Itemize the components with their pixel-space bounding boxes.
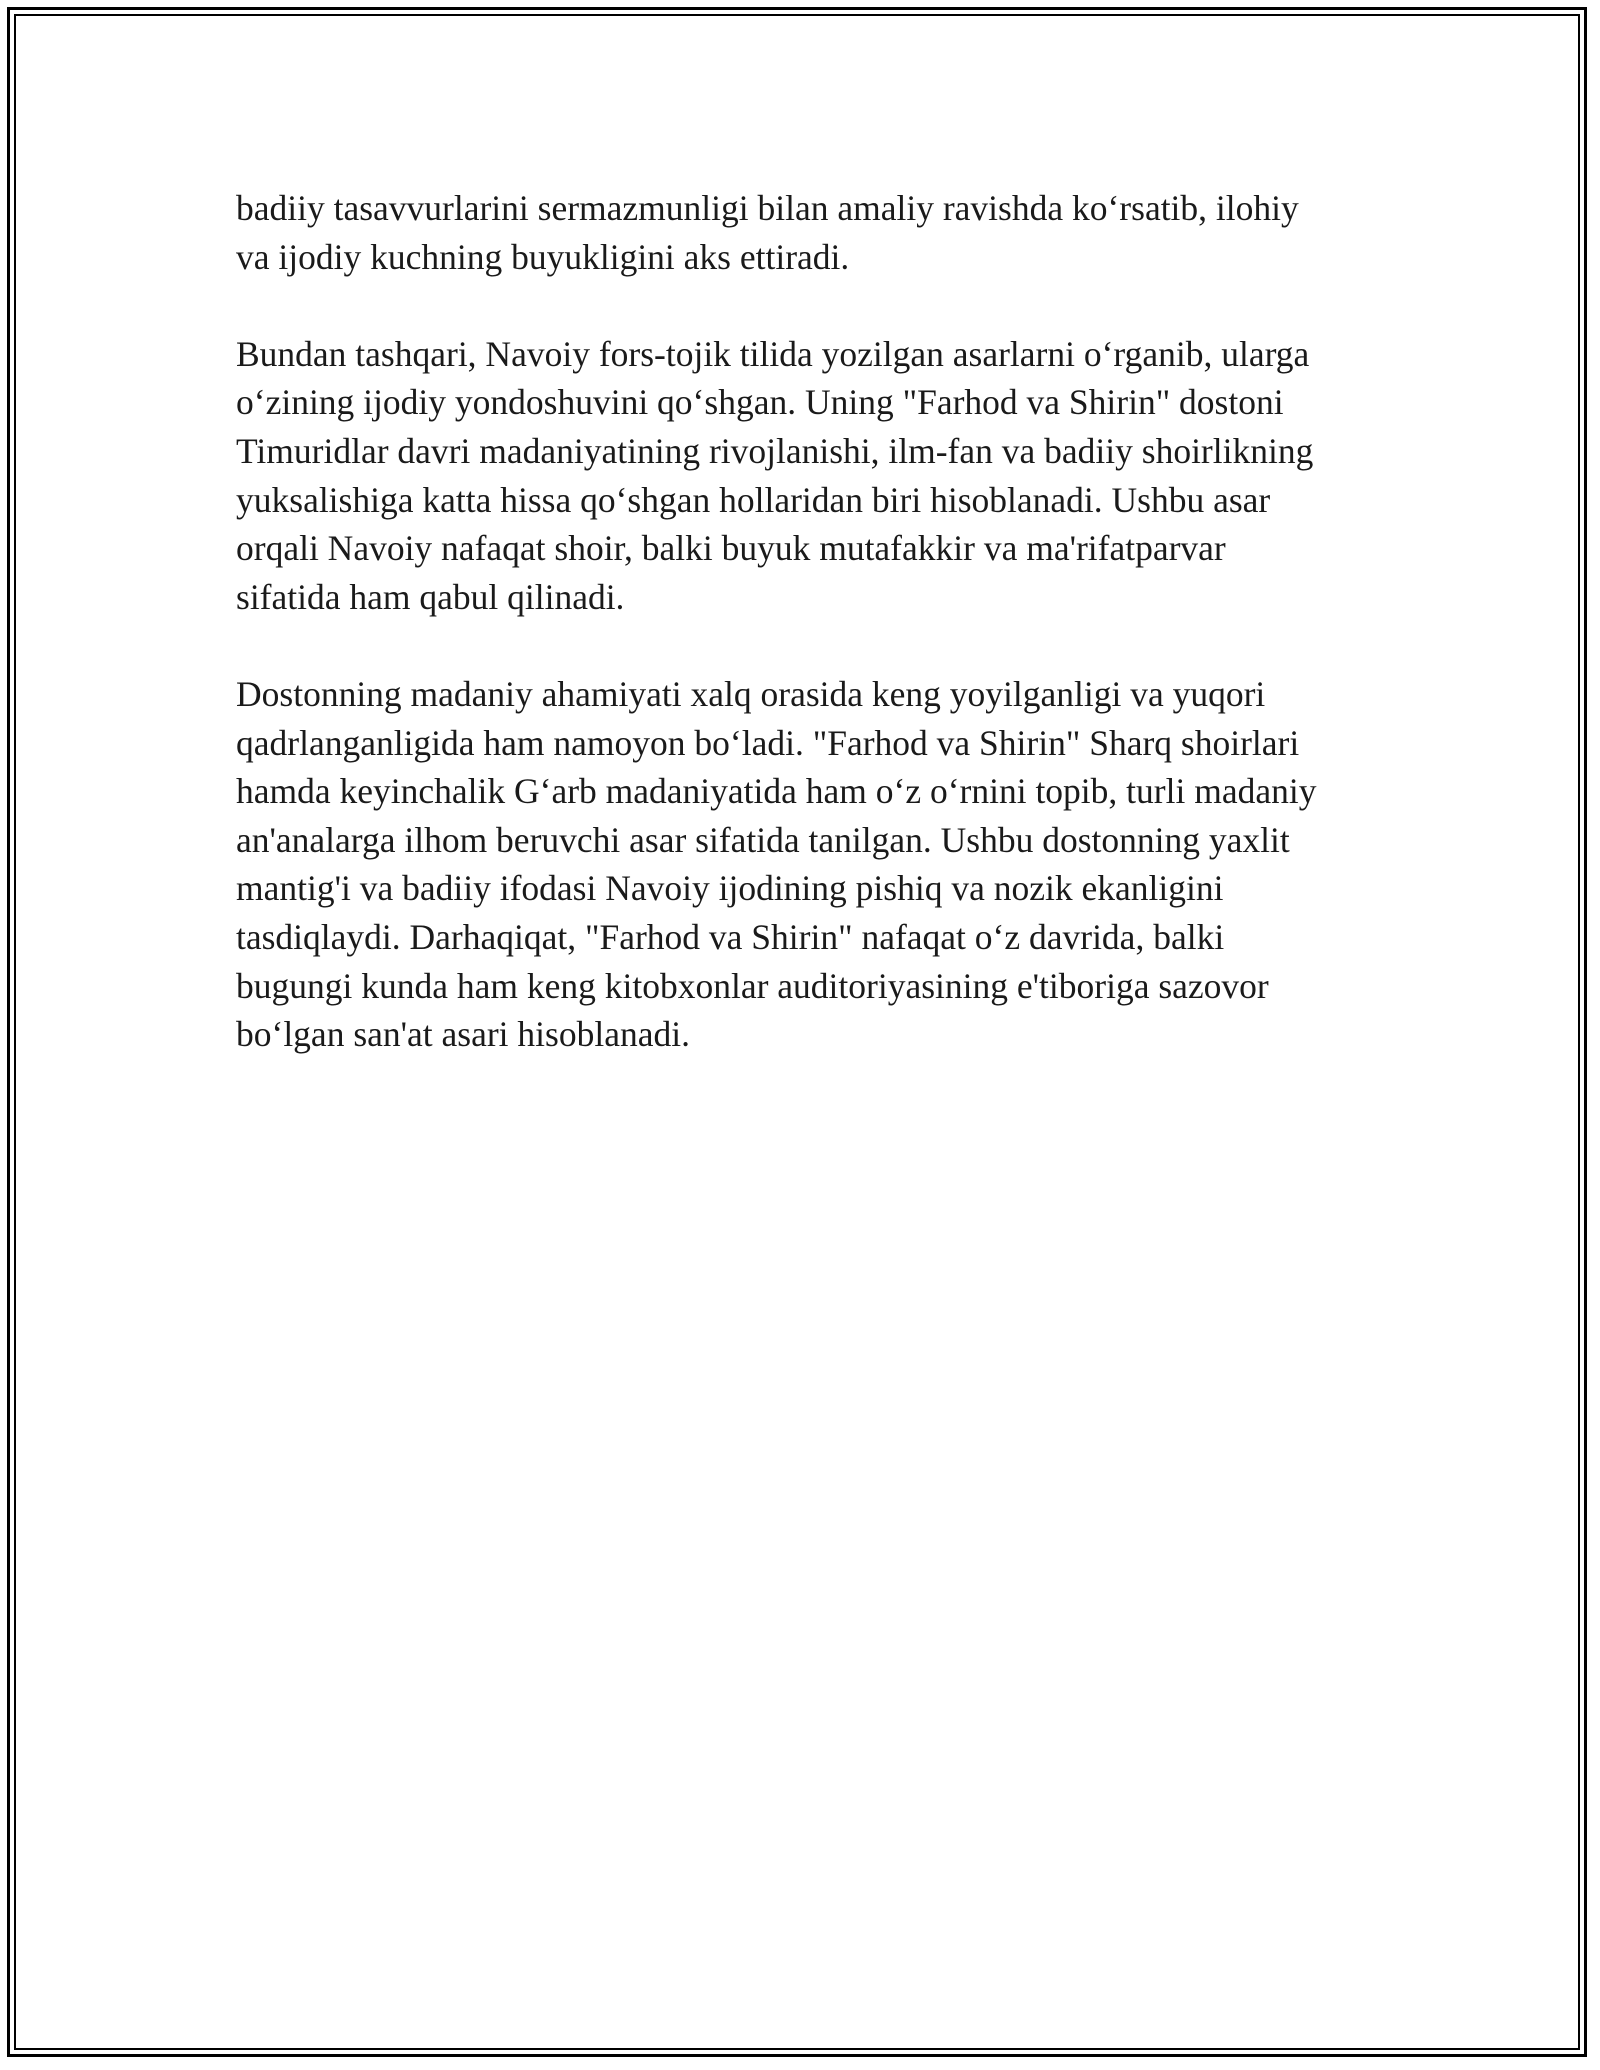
text-line: orqali Navoiy nafaqat shoir, balki buyuk mutafakkir va ma'rifatparvar [236,528,1226,569]
text-line: bugungi kunda ham keng kitobxonlar auditoriyasining e'tiboriga sazovor [236,965,1269,1006]
text-line: Timuridlar davri madaniyatining rivojlanishi, ilm-fan va badiiy shoirlikning [236,430,1314,471]
paragraph-2 [236,330,1376,622]
text-line: mantig'i va badiiy ifodasi Navoiy ijodining pishiq va nozik ekanligini [236,868,1224,909]
document-body [236,184,1376,1107]
text-line: sifatida ham qabul qilinadi. [236,576,625,617]
text-line: Bundan tashqari, Navoiy fors-tojik tilida yozilgan asarlarni o‘rganib, ularga [236,333,1310,374]
text-line: va ijodiy kuchning buyukligini aks ettiradi. [236,236,850,277]
text-line: qadrlanganligida ham namoyon bo‘ladi. "Farhod va Shirin" Sharq shoirlari [236,722,1300,763]
text-line: badiiy tasavvurlarini sermazmunligi bilan amaliy ravishda ko‘rsatib, ilohiy [236,188,1299,228]
paragraph-1 [236,184,1376,281]
paragraph-3 [236,670,1376,1059]
text-line: bo‘lgan san'at asari hisoblanadi. [236,1014,690,1055]
text-line: an'analarga ilhom beruvchi asar sifatida tanilgan. Ushbu dostonning yaxlit [236,819,1290,860]
text-line: yuksalishiga katta hissa qo‘shgan hollaridan biri hisoblanadi. Ushbu asar [236,479,1271,520]
text-line: o‘zining ijodiy yondoshuvini qo‘shgan. Uning "Farhod va Shirin" dostoni [236,382,1284,423]
text-line: Dostonning madaniy ahamiyati xalq orasida keng yoyilganligi va yuqori [236,673,1266,714]
text-line: tasdiqlaydi. Darhaqiqat, "Farhod va Shirin" nafaqat o‘z davrida, balki [236,916,1225,957]
text-line: hamda keyinchalik G‘arb madaniyatida ham o‘z o‘rnini topib, turli madaniy [236,771,1317,812]
